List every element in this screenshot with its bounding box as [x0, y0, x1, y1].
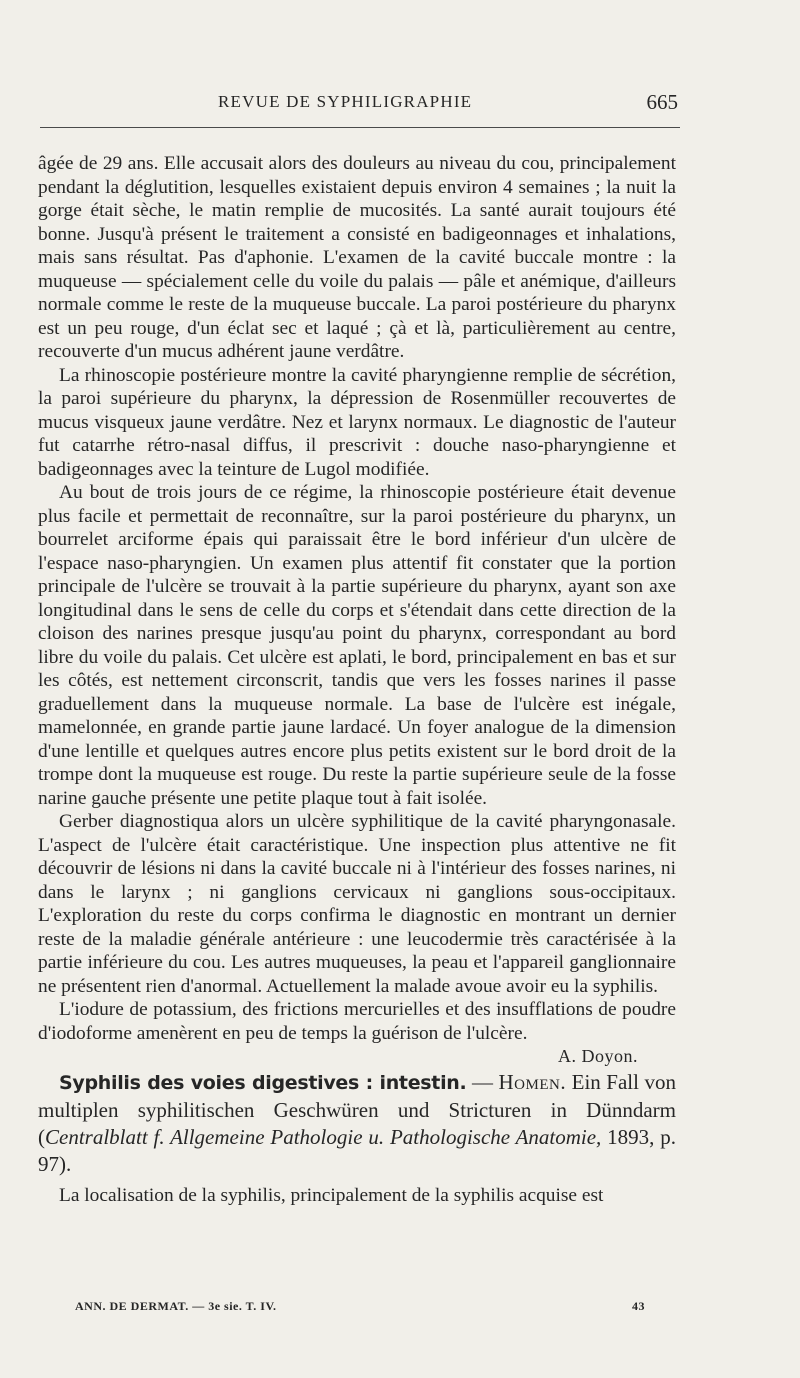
paragraph-4: Gerber diagnostiqua alors un ulcère syphilitique de la cavité pharyngonasale. L'aspect de l'ulcère était caractéristique. Une inspection plus attentive ne fit découvrir de lésions ni dans la cavité buccale ni à l'intérieur des fosses narines, ni dans le larynx ; ni ganglions cervicaux ni ganglions sous-occipitaux. L'exploration du reste du corps confirma le diagnostic en montrant un dernier reste de la maladie générale antérieure : une leucodermie très caractérisée à la partie inférieure du cou. Les autres muqueuses, la peau et l'appareil ganglionnaire ne présentent rien d'anormal. Actuellement la malade avoue avoir eu la syphilis.: [38, 811, 676, 997]
footer: [75, 1299, 645, 1319]
paragraph-last: La localisation de la syphilis, principalement de la syphilis acquise est: [59, 1184, 604, 1206]
body-text: [38, 152, 676, 1207]
running-title: REVUE DE SYPHILIGRAPHIE: [218, 92, 473, 111]
footer-signature-mark: 43: [632, 1299, 645, 1313]
paragraph-2: La rhinoscopie postérieure montre la cavité pharyngienne remplie de sécrétion, la paroi supérieure du pharynx, la dépression de Rosenmüller recouvertes de mucus visqueux jaune verdâtre. Nez et larynx normaux. Le diagnostic de l'auteur fut catarrhe rétro-nasal diffus, il prescrivit : douche naso-pharyngienne et badigeonnages avec la teinture de Lugol modifiée.: [38, 364, 676, 480]
review-journal: Centralblatt f. Allgemeine Pathologie u. Pathologische Anatomie,: [45, 1124, 602, 1149]
page-number: 665: [646, 90, 678, 114]
footer-journal-ref: ANN. DE DERMAT. — 3e sie. T. IV.: [75, 1299, 277, 1313]
header-rule: [40, 127, 680, 128]
running-head: [38, 92, 678, 118]
review-citation: 1893, p. 97).: [38, 1124, 676, 1176]
review-dash: —: [466, 1069, 499, 1094]
paragraph-3: Au bout de trois jours de ce régime, la rhinoscopie postérieure était devenue plus facile et permettait de reconnaître, sur la paroi postérieure du pharynx, un bourrelet arciforme épais qui paraissait être le bord inférieur d'un ulcère de l'espace naso-pharyngien. Un examen plus attentif fit constater que la portion principale de l'ulcère se trouvait à la partie supérieure du pharynx, ayant son axe longitudinal dans le sens de celle du corps et s'étendait dans cette direction de la cloison des narines presque jusqu'au point du pharynx, correspondant au bord libre du voile du palais. Cet ulcère est aplati, le bord, principalement en bas et sur les côtés, est nettement circonscrit, tandis que vers les fosses narines il passe graduellement dans la muqueuse normale. La base de l'ulcère est inégale, mamelonnée, en grande partie jaune lardacé. Un foyer analogue de la dimension d'une lentille et quelques autres encore plus petits existent sur le bord droit de la trompe dont la muqueuse est rouge. Du reste la partie supérieure seule de la fosse narine gauche présente une petite plaque tout à fait isolée.: [38, 482, 676, 809]
paragraph-5: L'iodure de potassium, des frictions mercurielles et des insufflations de poudre d'iodoforme amenèrent en peu de temps la guérison de l'ulcère.: [38, 999, 676, 1044]
review-author: Homen.: [498, 1069, 567, 1094]
review-title: Ein Fall von multiplen syphilitischen Geschwüren und Stricturen in Dünndarm (: [38, 1069, 676, 1149]
paragraph-1: âgée de 29 ans. Elle accusait alors des douleurs au niveau du cou, principalement pendant la déglutition, lesquelles existaient depuis environ 4 semaines ; la nuit la gorge était sèche, le matin remplie de mucosités. La santé aurait toujours été bonne. Jusqu'à présent le traitement a consisté en badigeonnages et inhalations, mais sans résultat. Pas d'aphonie. L'examen de la cavité buccale montre : la muqueuse — spécialement celle du voile du palais — pâle et anémique, d'ailleurs normale comme le reste de la muqueuse buccale. La paroi postérieure du pharynx est un peu rouge, d'un éclat sec et laqué ; çà et là, particulièrement au centre, recouverte d'un mucus adhérent jaune verdâtre.: [38, 153, 676, 362]
review-entry: [38, 1069, 676, 1178]
signature: A. Doyon.: [558, 1046, 638, 1066]
review-heading: Syphilis des voies digestives : intestin.: [59, 1071, 467, 1094]
